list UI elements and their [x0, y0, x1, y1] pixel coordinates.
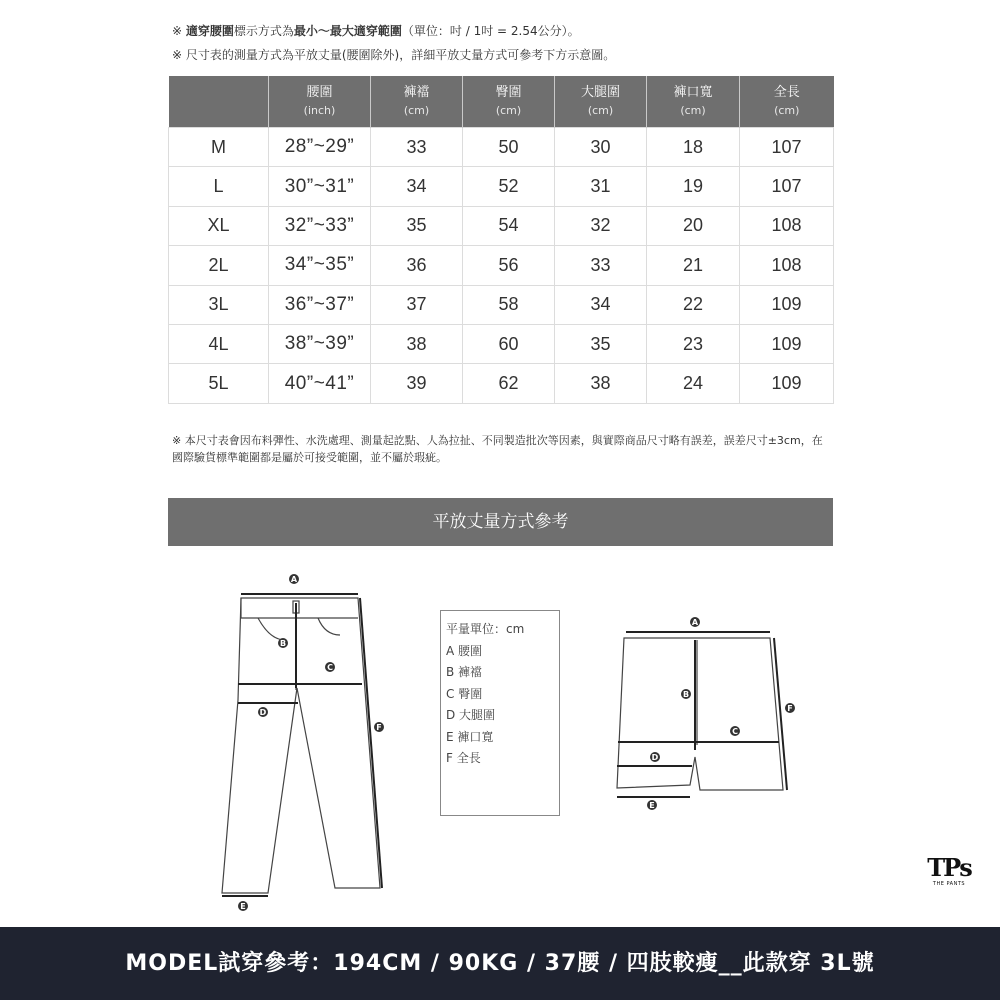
table-cell: 36”~37”	[269, 285, 371, 324]
legend-item: E 褲口寬	[446, 729, 494, 744]
table-cell: 108	[740, 206, 834, 245]
table-cell: 36	[371, 246, 463, 285]
table-cell: 22	[647, 285, 740, 324]
table-cell: 5L	[169, 364, 269, 403]
table-cell: 52	[463, 167, 555, 206]
table-cell: 24	[647, 364, 740, 403]
svg-text:C: C	[732, 727, 738, 736]
note-bold-range: 最小～最大適穿範圍	[293, 24, 402, 38]
table-cell: 30	[555, 128, 647, 167]
table-cell: XL	[169, 206, 269, 245]
pants-measure-lines	[222, 594, 382, 896]
table-cell: 108	[740, 246, 834, 285]
table-cell: 2L	[169, 246, 269, 285]
size-tolerance-footnote: ※ 本尺寸表會因布料彈性、水洗處理、測量起訖點、人為拉扯、不同製造批次等因素，與實際商品尺寸略有誤差，誤差尺寸±3cm，在國際驗貨標準範圍都是屬於可接受範圍，並不屬於瑕疵。	[172, 434, 823, 464]
table-cell: 35	[371, 206, 463, 245]
table-cell: 20	[647, 206, 740, 245]
legend-title: 平量單位：cm	[446, 622, 525, 636]
legend-item: C 臀圍	[446, 686, 483, 701]
header-waist: 腰圍 (inch)	[269, 76, 371, 128]
measurement-banner: 平放丈量方式參考	[168, 498, 833, 546]
table-cell: 35	[555, 324, 647, 363]
table-cell: 34	[555, 285, 647, 324]
table-cell: 33	[371, 128, 463, 167]
table-cell: L	[169, 167, 269, 206]
note-waist: ※ 適穿腰圍標示方式為最小～最大適穿範圍（單位：吋 / 1吋 = 2.54公分）。	[172, 24, 580, 38]
table-cell: 109	[740, 364, 834, 403]
table-cell: 18	[647, 128, 740, 167]
shorts-measure-lines	[617, 632, 787, 797]
legend-item: A 腰圍	[446, 643, 483, 658]
table-cell: 58	[463, 285, 555, 324]
svg-text:D: D	[259, 708, 267, 717]
table-cell: 30”~31”	[269, 167, 371, 206]
svg-text:E: E	[649, 801, 655, 810]
svg-text:C: C	[327, 663, 333, 672]
svg-text:E: E	[240, 902, 246, 911]
brand-logo	[924, 855, 974, 887]
table-cell: 109	[740, 285, 834, 324]
table-cell: M	[169, 128, 269, 167]
brand-logo-subtitle: THE PANTS	[932, 881, 966, 887]
table-cell: 109	[740, 324, 834, 363]
note-measurement: ※ 尺寸表的測量方式為平放丈量(腰圍除外)，詳細平放丈量方式可參考下方示意圖。	[172, 48, 616, 62]
legend-item: B 褲襠	[446, 665, 483, 679]
svg-text:A: A	[691, 618, 699, 627]
table-cell: 4L	[169, 324, 269, 363]
svg-text:F: F	[787, 704, 793, 713]
table-cell: 34”~35”	[269, 246, 371, 285]
header-leg-opening: 褲口寬 (cm)	[647, 76, 740, 128]
table-cell: 28”~29”	[269, 128, 371, 167]
table-cell: 38	[371, 324, 463, 363]
table-cell: 34	[371, 167, 463, 206]
legend-item: F 全長	[446, 751, 481, 765]
table-cell: 32”~33”	[269, 206, 371, 245]
shorts-outline	[617, 638, 783, 790]
table-cell: 40”~41”	[269, 364, 371, 403]
table-cell: 38	[555, 364, 647, 403]
svg-text:A: A	[290, 575, 298, 584]
measurement-legend	[440, 610, 560, 816]
svg-text:B: B	[682, 690, 690, 699]
svg-text:B: B	[279, 639, 287, 648]
note-bold-waist: 適穿腰圍	[185, 24, 234, 38]
table-cell: 31	[555, 167, 647, 206]
table-cell: 54	[463, 206, 555, 245]
table-cell: 56	[463, 246, 555, 285]
table-cell: 23	[647, 324, 740, 363]
table-cell: 50	[463, 128, 555, 167]
table-cell: 60	[463, 324, 555, 363]
header-length: 全長 (cm)	[740, 76, 834, 128]
svg-text:D: D	[651, 753, 659, 762]
table-cell: 21	[647, 246, 740, 285]
header-hip: 臀圍 (cm)	[463, 76, 555, 128]
table-cell: 33	[555, 246, 647, 285]
svg-text:F: F	[376, 723, 382, 732]
table-cell: 107	[740, 128, 834, 167]
table-cell: 39	[371, 364, 463, 403]
table-cell: 62	[463, 364, 555, 403]
table-cell: 32	[555, 206, 647, 245]
table-cell: 107	[740, 167, 834, 206]
table-cell: 37	[371, 285, 463, 324]
brand-logo-mark: TPs	[927, 853, 971, 882]
pants-outline	[222, 598, 380, 893]
table-cell: 38”~39”	[269, 324, 371, 363]
model-reference-bar: MODEL試穿參考：194CM / 90KG / 37腰 / 四肢較瘦__此款穿 3L號	[0, 927, 1000, 1000]
header-thigh: 大腿圍 (cm)	[555, 76, 647, 128]
legend-item: D 大腿圍	[446, 708, 496, 722]
table-cell: 3L	[169, 285, 269, 324]
table-cell: 19	[647, 167, 740, 206]
header-rise: 褲襠 (cm)	[371, 76, 463, 128]
